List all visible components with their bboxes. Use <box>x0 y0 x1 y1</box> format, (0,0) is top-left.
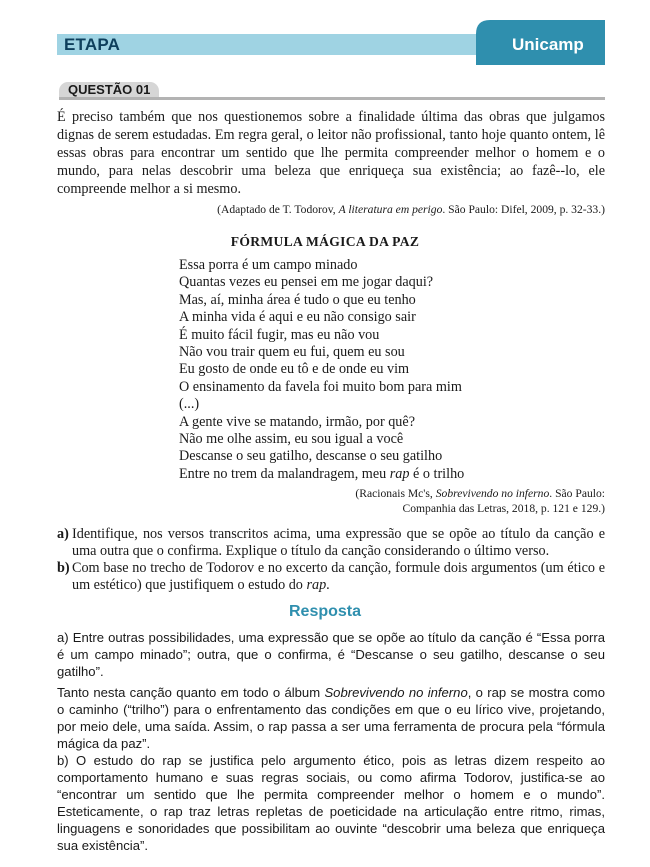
poem <box>179 257 464 483</box>
question-item-a <box>57 526 605 560</box>
question-label: QUESTÃO 01 <box>68 82 151 97</box>
poem-line: (...) <box>179 396 200 413</box>
poem-line: O ensinamento da favela foi muito bom para mim <box>179 378 462 395</box>
answer-title: Resposta <box>288 603 362 620</box>
poem-title: FÓRMULA MÁGICA DA PAZ <box>230 234 420 249</box>
header-left-label: ETAPA <box>64 35 121 54</box>
poem-line: Descanse o seu gatilho, descanse o seu gatilho <box>179 448 443 465</box>
poem-line: É muito fácil fugir, mas eu não vou <box>179 326 380 343</box>
answer-paragraph-a: a) Entre outras possibilidades, uma expressão que se opõe ao título da canção é “Essa porra é um campo minado”; outra, que o confirma, é “Descanse o seu gatilho, descanse o seu gatilho”. <box>57 630 605 680</box>
poem-line: Quantas vezes eu pensei em me jogar daqui? <box>179 274 434 291</box>
item-text: Identifique, nos versos transcritos acima, uma expressão que se opõe ao título da canção e uma outra que o confirma. Explique o título da canção considerando o último verso. <box>72 526 605 559</box>
item-label: a) <box>57 526 69 542</box>
poem-line: A gente vive se matando, irmão, por quê? <box>179 413 415 430</box>
item-label: b) <box>57 560 70 576</box>
poem-line: Mas, aí, minha área é tudo o que eu tenho <box>179 291 416 308</box>
poem-line: A minha vida é aqui e eu não consigo sair <box>179 309 416 326</box>
item-text: Com base no trecho de Todorov e no excerto da canção, formule dois argumentos (um ético e um estético) que justifiquem o estudo do rap. <box>72 560 605 593</box>
poem-line: Eu gosto de onde eu tô e de onde eu vim <box>179 361 410 378</box>
answer-paragraph-a-cont: Tanto nesta canção quanto em todo o álbum Sobrevivendo no inferno, o rap se mostra como o caminho (“trilho”) para o enfrentamento das condições em que o eu lírico vive, projetando, por meio dele, uma saída. Assim, o rap passa a ser uma ferramenta de procura pela “fórmula mágica da paz”. <box>57 685 605 752</box>
intro-paragraph: É preciso também que nos questionemos sobre a finalidade última das obras que julgamos dignas de serem estudadas. Em regra geral, o leitor não profissional, tanto hoje quanto ontem, lê essas obras para encontrar um sentido que lhe permita compreender melhor o homem e o mundo, para nelas descobrir uma beleza que enriqueça sua existência; ao fazê--lo, ele compreende melhor a si mesmo. <box>57 109 605 197</box>
poem-line: Não me olhe assim, eu sou igual a você <box>179 431 404 448</box>
poem-line: Essa porra é um campo minado <box>179 257 358 273</box>
header-right-label: Unicamp <box>512 35 584 54</box>
poem-line: Não vou trair quem eu fui, quem eu sou <box>179 344 405 361</box>
poem-line: Entre no trem da malandragem, meu rap é o trilho <box>179 465 465 482</box>
answer-paragraph-b: b) O estudo do rap se justifica pelo argumento ético, pois as letras dizem respeito ao comportamento humano e suas regras sociais, ou como afirma Todorov, justifica-se ao “encontrar um sentido que lhe permita compreender melhor o homem e o mundo”. Esteticamente, o rap traz letras repletas de poeticidade na articulação entre ritmo, rimas, linguagens e sonoridades que possibilitam ao ouvinte “descobrir uma beleza que enriqueça sua existência”. <box>57 753 605 854</box>
question-item-b <box>57 560 605 594</box>
poem-source: (Racionais Mc's, Sobrevivendo no inferno. São Paulo: Companhia das Letras, 2018, p. 121 e 129.) <box>355 487 605 515</box>
intro-source: (Adaptado de T. Todorov, A literatura em perigo. São Paulo: Difel, 2009, p. 32-33.) <box>217 203 605 216</box>
question-rule <box>59 97 605 100</box>
